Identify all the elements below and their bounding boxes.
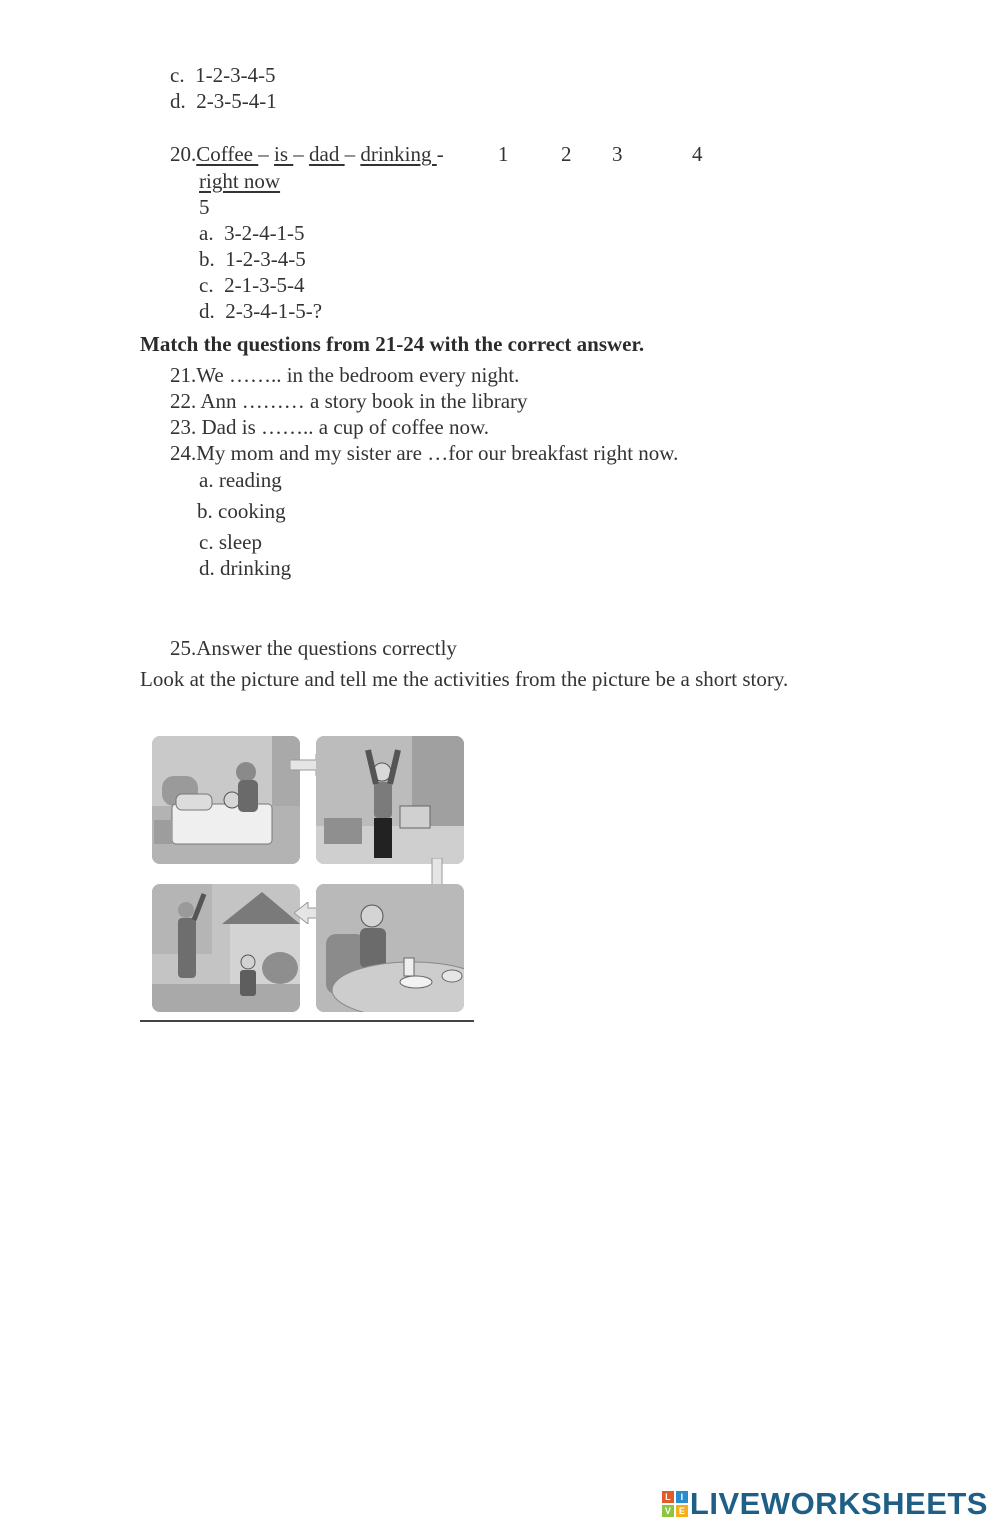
match-question-24: 24.My mom and my sister are …for our breakfast right now. [170, 441, 679, 465]
q20-separator: - [436, 142, 444, 166]
option-text: 1-2-3-4-5 [225, 247, 306, 271]
story-picture [148, 732, 468, 1016]
q25-prompt: Look at the picture and tell me the activities from the picture be a short story. [140, 667, 789, 691]
match-question-21: 21.We …….. in the bedroom every night. [170, 363, 520, 387]
option-letter: a. [199, 221, 214, 245]
logo-mark-letter: V [662, 1505, 674, 1517]
match-question-23: 23. Dad is …….. a cup of coffee now. [170, 415, 489, 439]
liveworksheets-logo [662, 1486, 988, 1522]
match-answer-c[interactable]: c. sleep [199, 530, 262, 554]
q20-index-2: 2 [561, 142, 572, 166]
option-text: 1-2-3-4-5 [195, 63, 276, 87]
q20-line [170, 141, 444, 167]
q20-index-3: 3 [612, 142, 623, 166]
logo-mark-letter: I [676, 1491, 688, 1503]
q25-title: 25.Answer the questions correctly [170, 636, 457, 660]
logo-mark-letter: E [676, 1505, 688, 1517]
q20-index-5: 5 [199, 195, 210, 219]
q20-index-1: 1 [498, 142, 509, 166]
option-text: 2-3-5-4-1 [196, 89, 277, 113]
q20-option-a [199, 220, 305, 246]
picture-panel-breakfast [316, 884, 464, 1012]
q20-index-4: 4 [692, 142, 703, 166]
option-text: 2-1-3-5-4 [224, 273, 305, 297]
match-question-22: 22. Ann ……… a story book in the library [170, 389, 528, 413]
q20-separator: – [344, 142, 361, 166]
option-letter: d. [170, 89, 186, 113]
q20-option-d [199, 298, 322, 324]
logo-text: LIVEWORKSHEETS [689, 1486, 988, 1521]
option-text: 3-2-4-1-5 [224, 221, 305, 245]
q19-option-d [170, 88, 277, 114]
match-answer-b[interactable]: b. cooking [197, 499, 286, 523]
option-letter: c. [199, 273, 214, 297]
q20-word-1: Coffee [196, 142, 259, 166]
match-answer-d[interactable]: d. drinking [199, 556, 292, 580]
logo-mark-letter: L [662, 1491, 674, 1503]
q20-word-2: is [274, 142, 294, 166]
q20-word-5: right now [199, 169, 281, 193]
option-letter: d. [199, 299, 215, 323]
q20-number: 20. [170, 142, 197, 166]
match-instruction: Match the questions from 21-24 with the correct answer. [140, 332, 645, 356]
q20-separator: – [258, 142, 275, 166]
logo-mark-icon [662, 1491, 688, 1517]
q20-option-c [199, 272, 305, 298]
option-text: 2-3-4-1-5-? [225, 299, 323, 323]
picture-panel-waking [316, 736, 464, 864]
answer-line[interactable] [140, 1020, 474, 1022]
q20-word-3: dad [309, 142, 345, 166]
q20-option-b [199, 246, 306, 272]
q20-word-4: drinking [360, 142, 437, 166]
option-letter: c. [170, 63, 185, 87]
picture-panel-bedroom [152, 736, 300, 864]
picture-panel-leaving [152, 884, 300, 1012]
option-letter: b. [199, 247, 215, 271]
match-answer-a[interactable]: a. reading [199, 468, 282, 492]
q20-separator: – [293, 142, 310, 166]
q19-option-c [170, 62, 276, 88]
